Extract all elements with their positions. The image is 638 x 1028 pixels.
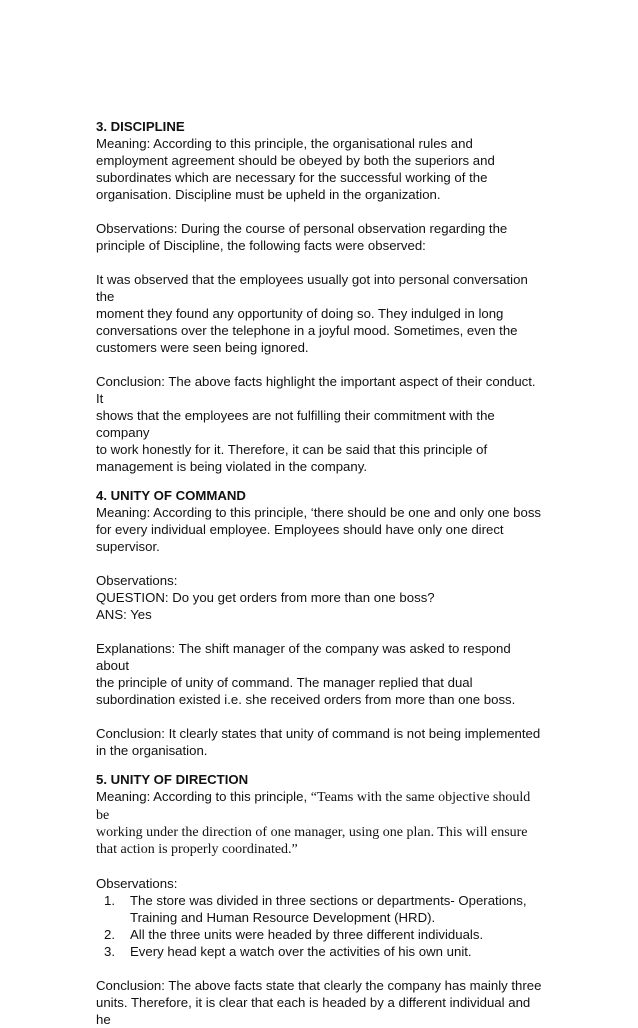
text-line: Every head kept a watch over the activities of his own unit.	[130, 944, 472, 959]
text-line: in the organisation.	[96, 743, 208, 758]
text-line: supervisor.	[96, 539, 160, 554]
text-line: customers were seen being ignored.	[96, 340, 309, 355]
text-line: subordinates which are necessary for the successful working of the	[96, 170, 488, 185]
observations-block	[96, 572, 546, 623]
observations-label: Observations:	[96, 876, 178, 891]
meaning-paragraph	[96, 788, 546, 858]
text-line: principle of Discipline, the following facts were observed:	[96, 238, 426, 253]
list-item	[104, 892, 546, 926]
conclusion-paragraph	[96, 373, 546, 475]
observations-block	[96, 875, 546, 960]
text-line: shows that the employees are not fulfilling their commitment with the company	[96, 408, 495, 440]
observations-label: Observations:	[96, 573, 178, 588]
text-line: conversations over the telephone in a joyful mood. Sometimes, even the	[96, 323, 518, 338]
text-line: units. Therefore, it is clear that each is headed by a different individual and he	[96, 995, 531, 1027]
text-line: management is being violated in the company.	[96, 459, 367, 474]
text-line: Conclusion: The above facts highlight the important aspect of their conduct. It	[96, 374, 536, 406]
text-line: It was observed that the employees usually got into personal conversation the	[96, 272, 528, 304]
text-line: for every individual employee. Employees should have only one direct	[96, 522, 504, 537]
meaning-paragraph	[96, 504, 546, 555]
text-line: the principle of unity of command. The manager replied that dual	[96, 675, 473, 690]
section-heading: 5. UNITY OF DIRECTION	[96, 772, 249, 787]
observations-list	[96, 892, 546, 960]
meaning-quote-start: “Teams with the same objective should be	[96, 790, 531, 823]
text-line: organisation. Discipline must be upheld in the organization.	[96, 187, 441, 202]
observations-paragraph	[96, 220, 546, 254]
explanation-paragraph	[96, 640, 546, 708]
text-line: All the three units were headed by three different individuals.	[130, 927, 484, 942]
section-heading: 4. UNITY OF COMMAND	[96, 488, 246, 503]
text-line: Explanations: The shift manager of the company was asked to respond about	[96, 641, 511, 673]
conclusion-paragraph	[96, 977, 546, 1028]
section-discipline	[96, 118, 546, 475]
question-line: QUESTION: Do you get orders from more than one boss?	[96, 590, 435, 605]
text-line: employment agreement should be obeyed by both the superiors and	[96, 153, 495, 168]
text-line: moment they found any opportunity of doing so. They indulged in long	[96, 306, 504, 321]
text-line: Meaning: According to this principle, the organisational rules and	[96, 136, 473, 151]
section-unity-of-command	[96, 487, 546, 759]
meaning-paragraph	[96, 135, 546, 203]
list-number: 3.	[104, 944, 115, 959]
list-number: 2.	[104, 927, 115, 942]
text-line: to work honestly for it. Therefore, it can be said that this principle of	[96, 442, 488, 457]
text-line: The store was divided in three sections or departments- Operations,	[130, 893, 527, 908]
text-line: Conclusion: It clearly states that unity of command is not being implemented	[96, 726, 541, 741]
answer-line: ANS: Yes	[96, 607, 152, 622]
text-line: working under the direction of one manager, using one plan. This will ensure	[96, 825, 528, 840]
text-line: that action is properly coordinated.”	[96, 842, 298, 857]
list-number: 1.	[104, 893, 115, 908]
section-unity-of-direction	[96, 771, 546, 1028]
facts-paragraph	[96, 271, 546, 356]
text-line: Conclusion: The above facts state that clearly the company has mainly three	[96, 978, 542, 993]
meaning-prefix: Meaning: According to this principle,	[96, 789, 311, 804]
list-item	[104, 926, 546, 943]
section-heading: 3. DISCIPLINE	[96, 119, 185, 134]
text-line: subordination existed i.e. she received orders from more than one boss.	[96, 692, 516, 707]
document-content	[96, 118, 546, 1028]
text-line: Training and Human Resource Development (HRD).	[130, 910, 436, 925]
text-line	[96, 788, 546, 824]
text-line: Meaning: According to this principle, ‘there should be one and only one boss	[96, 505, 542, 520]
conclusion-paragraph	[96, 725, 546, 759]
list-item	[104, 943, 546, 960]
text-line: Observations: During the course of personal observation regarding the	[96, 221, 508, 236]
